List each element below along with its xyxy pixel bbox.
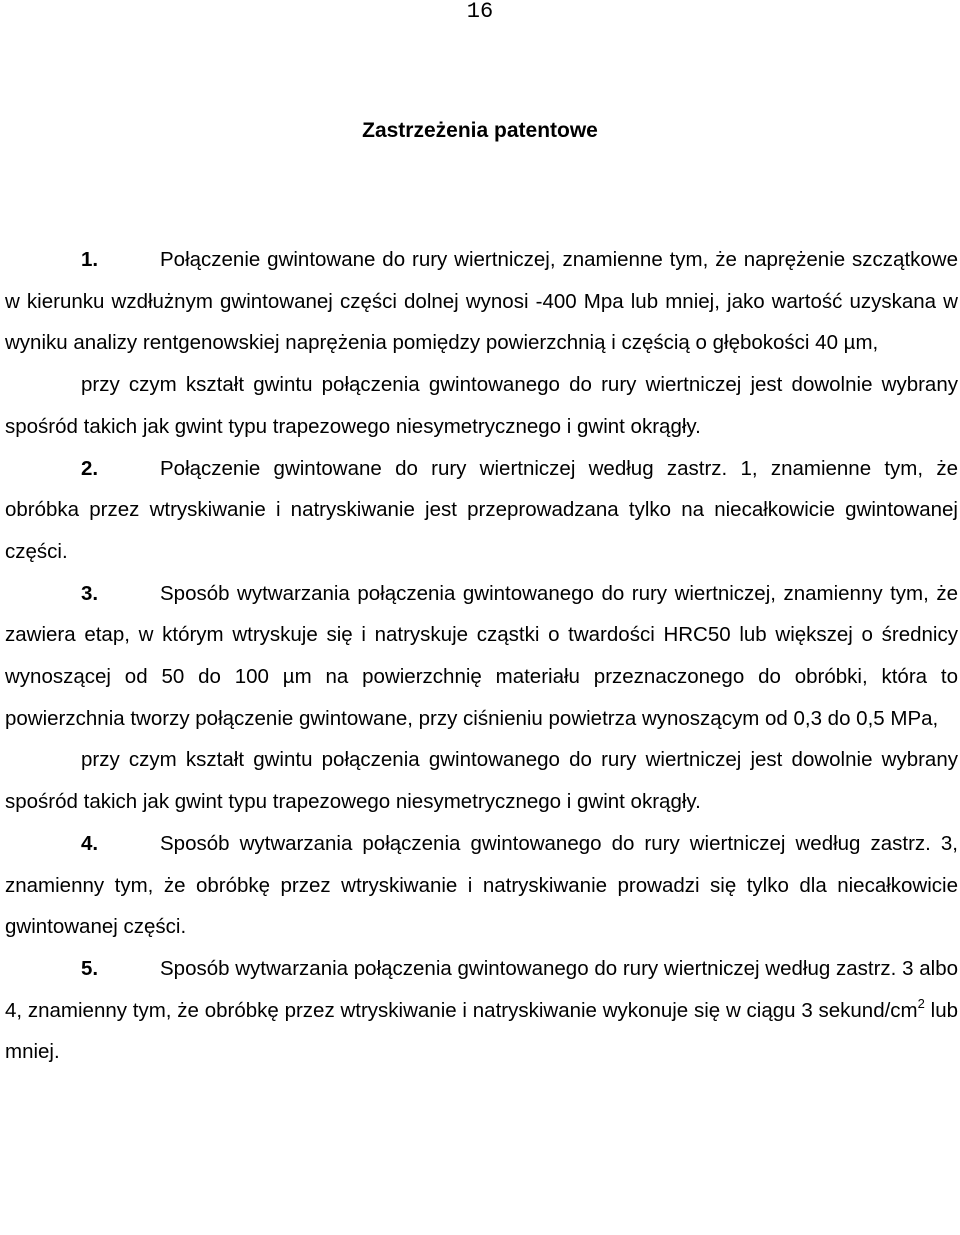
claim-2-number: 2.: [81, 456, 99, 480]
claim-1-text: Połączenie gwintowane do rury wiertniczej, znamienne tym, że naprężenie szczątkowe w kierunku wzdłużnym gwintowanej części dolnej wynosi -400 Mpa lub mniej, jako wartość uzyskana w wyniku analizy rentgenowskiej naprężenia pomiędzy powierzchnią i częścią o głębokości 40 µm,: [5, 248, 958, 355]
claim-3-text-2: przy czym kształt gwintu połączenia gwintowanego do rury wiertniczej jest dowolnie wybrany spośród takich jak gwint typu trapezowego niesymetrycznego i gwint okrągły.: [5, 748, 958, 814]
page-number: 16: [466, 0, 494, 24]
claim-4-paragraph: [5, 823, 958, 948]
claim-5-superscript: 2: [917, 995, 925, 1011]
claim-3-paragraph-1: [5, 573, 958, 740]
claim-3-text: Sposób wytwarzania połączenia gwintowanego do rury wiertniczej, znamienny tym, że zawiera etap, w którym wtryskuje się i natryskuje cząstki o twardości HRC50 lub większej o średnicy wynoszącej od 50 do 100 µm na powierzchnię materiału przeznaczonego do obróbki, która to powierzchnia tworzy połączenie gwintowane, przy ciśnieniu powietrza wynoszącym od 0,3 do 0,5 MPa,: [5, 581, 958, 730]
claims-body: [5, 239, 958, 1073]
page-title: Zastrzeżenia patentowe: [362, 119, 598, 142]
claim-5-text: Sposób wytwarzania połączenia gwintowanego do rury wiertniczej według zastrz. 3 albo 4, znamienny tym, że obróbkę przez wtryskiwanie i natryskiwanie wykonuje się w ciągu 3 sekund/cm: [5, 956, 958, 1022]
claim-5-number: 5.: [81, 956, 99, 980]
claim-3-paragraph-2: [5, 739, 958, 822]
claim-1-text-2: przy czym kształt gwintu połączenia gwintowanego do rury wiertniczej jest dowolnie wybrany spośród takich jak gwint typu trapezowego niesymetrycznego i gwint okrągły.: [5, 373, 958, 438]
claim-2-paragraph: [5, 448, 958, 573]
claim-1-number: 1.: [81, 248, 99, 271]
claim-5-text-end: lub mniej.: [5, 998, 958, 1064]
claim-5-paragraph: [5, 948, 958, 1073]
claim-4-number: 4.: [81, 831, 99, 855]
claim-1-paragraph-2: [5, 364, 958, 447]
claim-4-text: Sposób wytwarzania połączenia gwintowanego do rury wiertniczej według zastrz. 3, znamienny tym, że obróbkę przez wtryskiwanie i natryskiwanie prowadzi się tylko dla niecałkowicie gwintowanej części.: [5, 831, 958, 939]
claim-1-paragraph-1: [5, 239, 958, 364]
claim-2-text: Połączenie gwintowane do rury wiertniczej według zastrz. 1, znamienne tym, że obróbka przez wtryskiwanie i natryskiwanie jest przeprowadzana tylko na niecałkowicie gwintowanej części.: [5, 456, 958, 563]
claim-3-number: 3.: [81, 581, 99, 605]
